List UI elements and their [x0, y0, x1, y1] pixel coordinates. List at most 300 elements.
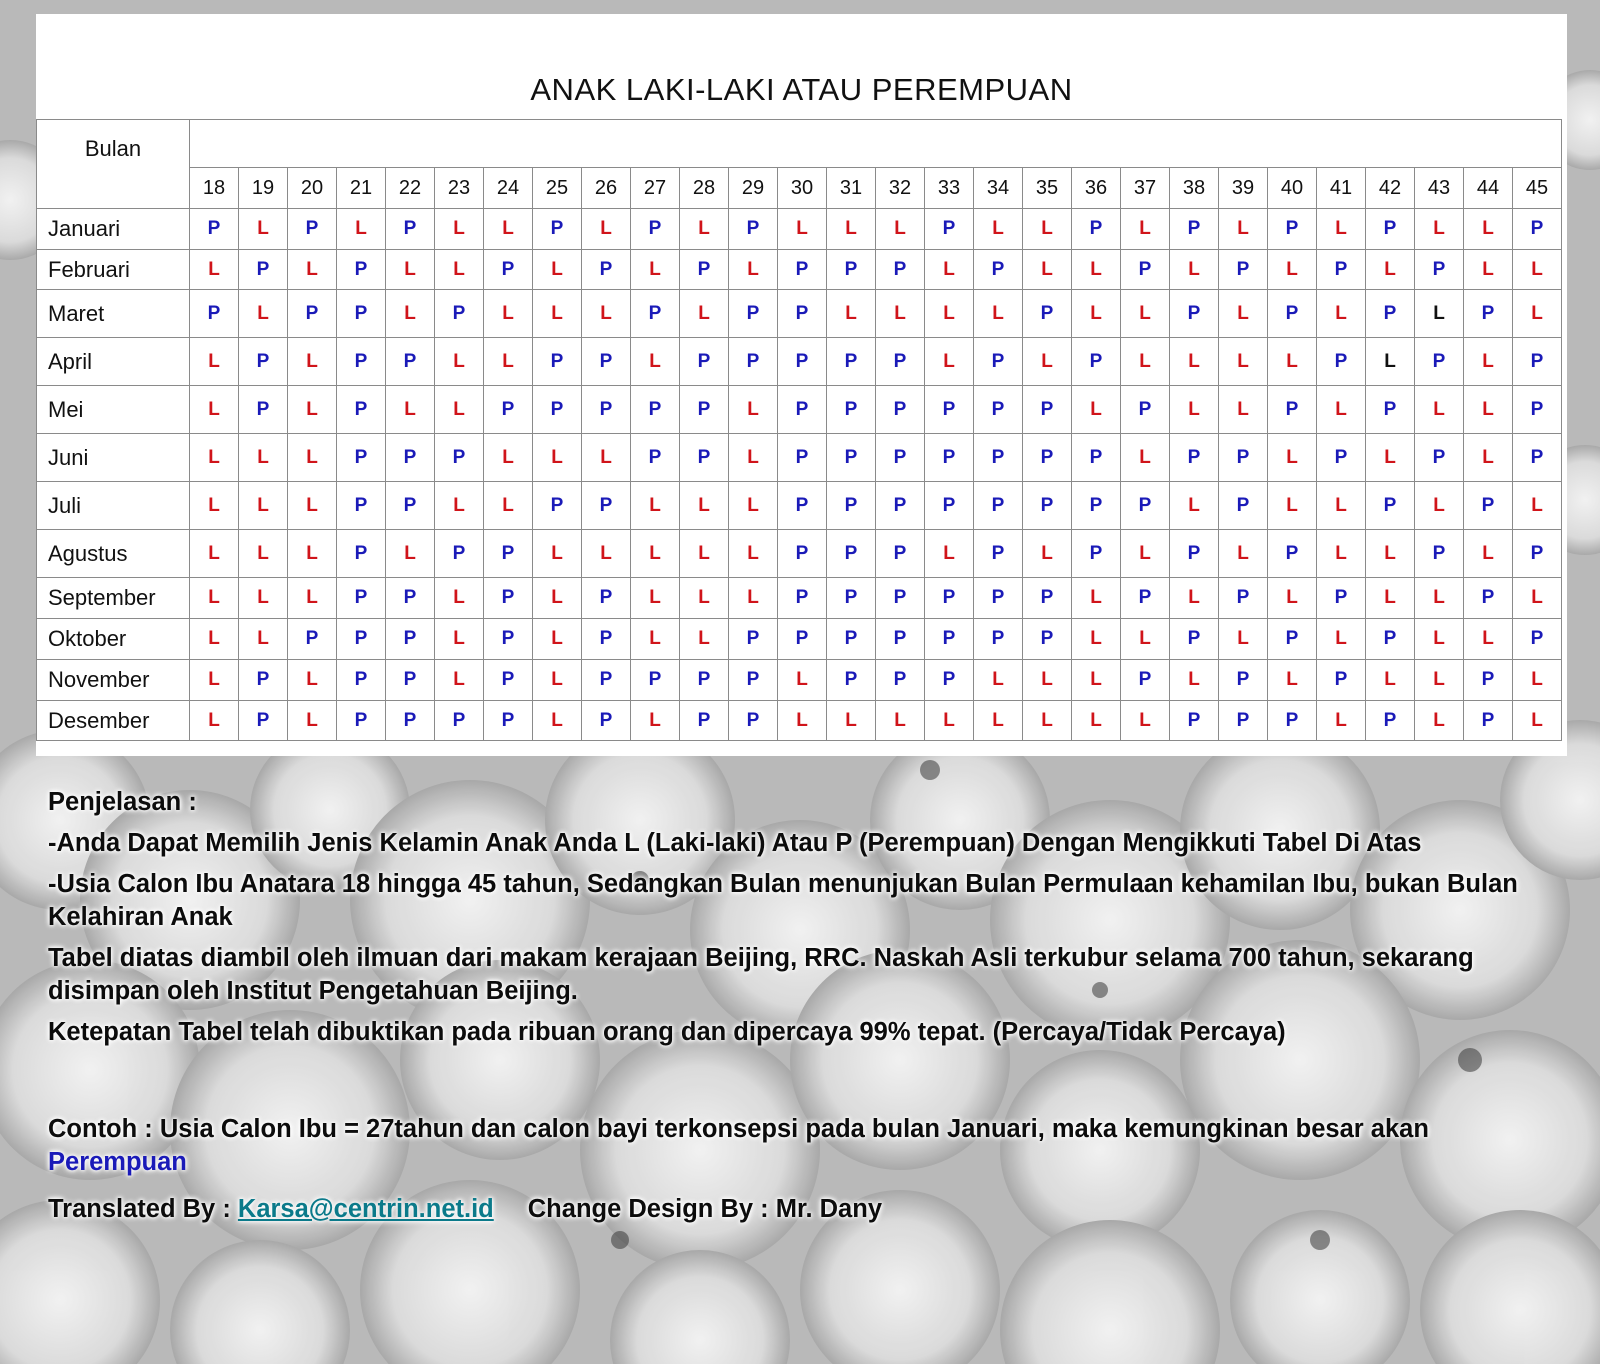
gender-cell: P	[484, 660, 533, 701]
gender-cell: L	[1415, 209, 1464, 250]
gender-cell: P	[1170, 434, 1219, 482]
gender-cell: P	[1121, 386, 1170, 434]
gender-cell: L	[631, 250, 680, 290]
gender-cell: L	[631, 482, 680, 530]
page-title: ANAK LAKI-LAKI ATAU PEREMPUAN	[530, 72, 1073, 107]
gender-cell: P	[827, 386, 876, 434]
age-header-30: 30	[778, 168, 827, 209]
gender-cell: L	[1072, 578, 1121, 619]
age-header-35: 35	[1023, 168, 1072, 209]
gender-cell: L	[1170, 482, 1219, 530]
gender-cell: P	[1415, 530, 1464, 578]
gender-cell: L	[582, 290, 631, 338]
gender-cell: L	[778, 209, 827, 250]
gender-cell: P	[729, 290, 778, 338]
gender-cell: P	[582, 482, 631, 530]
gender-cell: P	[1170, 701, 1219, 741]
gender-cell: P	[778, 530, 827, 578]
translator-email-link[interactable]: Karsa@centrin.net.id	[237, 1195, 494, 1223]
gender-cell: L	[1219, 386, 1268, 434]
gender-cell: P	[1513, 530, 1562, 578]
credits	[48, 1193, 1518, 1226]
gender-cell: L	[533, 434, 582, 482]
gender-cell: P	[1513, 434, 1562, 482]
age-header-43: 43	[1415, 168, 1464, 209]
gender-cell: L	[1317, 290, 1366, 338]
gender-cell: L	[239, 434, 288, 482]
gender-cell: L	[239, 209, 288, 250]
gender-cell: L	[239, 530, 288, 578]
age-header-20: 20	[288, 168, 337, 209]
gender-cell: L	[729, 530, 778, 578]
gender-cell: L	[1317, 482, 1366, 530]
explanation-section	[48, 786, 1518, 1234]
gender-cell: L	[288, 338, 337, 386]
gender-cell: P	[1366, 209, 1415, 250]
month-label: Oktober	[37, 619, 190, 660]
table-row	[37, 386, 1562, 434]
gender-cell: P	[484, 530, 533, 578]
gender-cell: P	[386, 434, 435, 482]
gender-cell: L	[386, 530, 435, 578]
gender-cell: P	[1464, 482, 1513, 530]
gender-cell: L	[1366, 578, 1415, 619]
gender-cell: L	[1121, 701, 1170, 741]
gender-cell: P	[1317, 250, 1366, 290]
age-header-27: 27	[631, 168, 680, 209]
age-header-39: 39	[1219, 168, 1268, 209]
gender-cell: P	[1268, 530, 1317, 578]
gender-cell: L	[1072, 701, 1121, 741]
gender-cell: P	[778, 338, 827, 386]
gender-cell: L	[1415, 386, 1464, 434]
gender-cell: P	[190, 209, 239, 250]
gender-cell: L	[1317, 209, 1366, 250]
gender-cell: P	[778, 434, 827, 482]
gender-cell: L	[1366, 660, 1415, 701]
gender-cell: L	[778, 660, 827, 701]
gender-cell: L	[1513, 290, 1562, 338]
gender-cell: P	[1170, 290, 1219, 338]
gender-cell: L	[1415, 482, 1464, 530]
gender-cell: L	[1268, 250, 1317, 290]
month-label: Agustus	[37, 530, 190, 578]
age-header-29: 29	[729, 168, 778, 209]
gender-cell: P	[827, 434, 876, 482]
gender-cell: L	[876, 701, 925, 741]
gender-cell: L	[1023, 209, 1072, 250]
gender-cell: P	[1121, 578, 1170, 619]
month-label: Maret	[37, 290, 190, 338]
gender-cell: L	[1121, 209, 1170, 250]
gender-cell: P	[827, 619, 876, 660]
gender-cell: L	[925, 290, 974, 338]
gender-cell: L	[1317, 530, 1366, 578]
gender-cell: P	[1023, 386, 1072, 434]
gender-cell: L	[1268, 660, 1317, 701]
gender-cell: L	[1219, 209, 1268, 250]
gender-cell: L	[680, 290, 729, 338]
gender-cell: L	[1170, 250, 1219, 290]
gender-cell: P	[1366, 290, 1415, 338]
gender-cell: P	[484, 619, 533, 660]
month-label: April	[37, 338, 190, 386]
table-row	[37, 530, 1562, 578]
gender-cell: P	[484, 386, 533, 434]
gender-cell: P	[337, 578, 386, 619]
age-header-25: 25	[533, 168, 582, 209]
gender-cell: L	[1415, 701, 1464, 741]
gender-cell: P	[925, 209, 974, 250]
gender-cell: L	[239, 482, 288, 530]
gender-cell: P	[386, 338, 435, 386]
month-header: Bulan	[37, 120, 190, 209]
gender-cell: L	[1023, 530, 1072, 578]
gender-cell: L	[680, 530, 729, 578]
gender-cell: L	[925, 250, 974, 290]
age-header-36: 36	[1072, 168, 1121, 209]
gender-cell: P	[729, 660, 778, 701]
gender-cell: L	[1513, 701, 1562, 741]
gender-cell: P	[1072, 482, 1121, 530]
gender-cell: P	[778, 482, 827, 530]
gender-cell: P	[582, 386, 631, 434]
gender-cell: P	[386, 701, 435, 741]
gender-cell: P	[435, 530, 484, 578]
gender-cell: L	[1219, 338, 1268, 386]
gender-cell: P	[729, 701, 778, 741]
gender-cell: P	[680, 701, 729, 741]
gender-cell: P	[288, 209, 337, 250]
gender-cell: P	[239, 338, 288, 386]
gender-cell: P	[239, 660, 288, 701]
gender-cell: P	[876, 482, 925, 530]
gender-cell: L	[533, 530, 582, 578]
table-row	[37, 250, 1562, 290]
gender-cell: L	[1317, 701, 1366, 741]
gender-cell: L	[876, 290, 925, 338]
gender-cell: P	[1415, 434, 1464, 482]
age-header-37: 37	[1121, 168, 1170, 209]
gender-cell: L	[1415, 578, 1464, 619]
gender-cell: L	[190, 530, 239, 578]
gender-cell: P	[582, 338, 631, 386]
gender-cell: P	[1366, 701, 1415, 741]
gender-cell: P	[778, 619, 827, 660]
gender-cell: P	[827, 338, 876, 386]
gender-cell: L	[974, 209, 1023, 250]
gender-cell: L	[680, 209, 729, 250]
age-header-45: 45	[1513, 168, 1562, 209]
gender-cell: L	[1513, 250, 1562, 290]
gender-cell: P	[337, 619, 386, 660]
gender-cell: L	[1023, 701, 1072, 741]
gender-cell: P	[337, 434, 386, 482]
gender-cell: L	[484, 434, 533, 482]
gender-cell: L	[1415, 660, 1464, 701]
gender-cell: L	[974, 290, 1023, 338]
gender-cell: P	[827, 660, 876, 701]
gender-cell: L	[435, 660, 484, 701]
gender-cell: P	[974, 386, 1023, 434]
table-row	[37, 434, 1562, 482]
gender-cell: P	[827, 482, 876, 530]
age-header-19: 19	[239, 168, 288, 209]
example-prefix: Contoh : Usia Calon Ibu = 27tahun dan calon bayi terkonsepsi pada bulan Januari, maka kemungkinan besar akan	[48, 1115, 1429, 1143]
gender-cell: P	[239, 386, 288, 434]
gender-cell: L	[925, 701, 974, 741]
gender-cell: P	[337, 250, 386, 290]
gender-cell: P	[1513, 386, 1562, 434]
gender-cell: L	[1121, 338, 1170, 386]
design-credit: Change Design By : Mr. Dany	[527, 1195, 883, 1223]
gender-cell: P	[1219, 578, 1268, 619]
gender-cell: P	[876, 619, 925, 660]
age-header-24: 24	[484, 168, 533, 209]
gender-cell: P	[1415, 338, 1464, 386]
gender-cell: P	[288, 290, 337, 338]
gender-cell: L	[190, 619, 239, 660]
gender-cell: P	[337, 530, 386, 578]
gender-cell: P	[1317, 578, 1366, 619]
table-row	[37, 482, 1562, 530]
gender-cell: L	[1268, 434, 1317, 482]
gender-cell: P	[190, 290, 239, 338]
gender-cell: P	[1268, 386, 1317, 434]
gender-cell: L	[631, 619, 680, 660]
gender-cell: P	[239, 250, 288, 290]
gender-cell: P	[680, 250, 729, 290]
explanation-heading: Penjelasan :	[48, 788, 197, 816]
gender-cell: L	[1072, 619, 1121, 660]
gender-cell: P	[680, 660, 729, 701]
table-row	[37, 619, 1562, 660]
gender-cell: P	[288, 619, 337, 660]
gender-cell: P	[827, 530, 876, 578]
gender-cell: P	[484, 250, 533, 290]
gender-cell: L	[631, 530, 680, 578]
gender-cell: P	[876, 250, 925, 290]
gender-cell: P	[1121, 250, 1170, 290]
age-header-22: 22	[386, 168, 435, 209]
gender-cell: P	[1072, 209, 1121, 250]
translated-label: Translated By :	[48, 1195, 231, 1223]
gender-cell: P	[778, 386, 827, 434]
gender-cell: L	[239, 290, 288, 338]
table-row	[37, 290, 1562, 338]
gender-cell: P	[337, 482, 386, 530]
gender-cell: L	[1415, 619, 1464, 660]
gender-cell: P	[778, 290, 827, 338]
gender-cell: P	[582, 701, 631, 741]
gender-cell: P	[1513, 619, 1562, 660]
gender-cell: L	[1268, 338, 1317, 386]
gender-cell: P	[337, 290, 386, 338]
gender-cell: L	[925, 530, 974, 578]
gender-cell: L	[1464, 250, 1513, 290]
age-header-31: 31	[827, 168, 876, 209]
gender-cell: P	[778, 250, 827, 290]
gender-cell: P	[631, 209, 680, 250]
gender-cell: P	[386, 482, 435, 530]
age-header-34: 34	[974, 168, 1023, 209]
gender-cell: L	[1121, 530, 1170, 578]
gender-cell: P	[1464, 701, 1513, 741]
gender-cell: P	[582, 619, 631, 660]
gender-cell: L	[729, 386, 778, 434]
gender-cell: L	[1170, 338, 1219, 386]
gender-cell: L	[631, 701, 680, 741]
gender-cell: L	[974, 660, 1023, 701]
gender-cell: L	[435, 209, 484, 250]
gender-cell: P	[1464, 578, 1513, 619]
gender-cell: L	[1072, 660, 1121, 701]
gender-cell: L	[1464, 619, 1513, 660]
gender-cell: L	[1072, 290, 1121, 338]
gender-cell: L	[533, 578, 582, 619]
example-text	[48, 1113, 1518, 1179]
gender-cell: L	[729, 482, 778, 530]
gender-cell: L	[729, 250, 778, 290]
gender-cell: P	[1219, 250, 1268, 290]
gender-cell: P	[1513, 338, 1562, 386]
gender-cell: L	[288, 386, 337, 434]
age-header-21: 21	[337, 168, 386, 209]
gender-cell: P	[876, 338, 925, 386]
gender-cell: L	[190, 660, 239, 701]
gender-cell: L	[190, 578, 239, 619]
gender-cell: L	[582, 530, 631, 578]
age-header-44: 44	[1464, 168, 1513, 209]
gender-cell: P	[1317, 338, 1366, 386]
gender-cell: P	[631, 660, 680, 701]
gender-cell: P	[1219, 701, 1268, 741]
gender-cell: P	[533, 482, 582, 530]
gender-cell: L	[1366, 530, 1415, 578]
gender-cell: P	[484, 701, 533, 741]
gender-cell: L	[288, 578, 337, 619]
gender-cell: L	[190, 434, 239, 482]
gender-cell: L	[729, 578, 778, 619]
gender-cell: P	[974, 619, 1023, 660]
gender-cell: L	[1268, 482, 1317, 530]
gender-cell: L	[435, 619, 484, 660]
table-row	[37, 209, 1562, 250]
gender-cell: P	[533, 209, 582, 250]
gender-cell: P	[974, 338, 1023, 386]
gender-cell: P	[386, 578, 435, 619]
table-row	[37, 701, 1562, 741]
gender-cell: P	[1023, 482, 1072, 530]
gender-cell: L	[925, 338, 974, 386]
table-row	[37, 338, 1562, 386]
gender-cell: P	[533, 338, 582, 386]
age-header-42: 42	[1366, 168, 1415, 209]
gender-cell: P	[1023, 619, 1072, 660]
explanation-point-1: -Anda Dapat Memilih Jenis Kelamin Anak Anda L (Laki-laki) Atau P (Perempuan) Dengan Mengikkuti Tabel Di Atas	[48, 829, 1422, 857]
gender-cell: L	[631, 338, 680, 386]
gender-cell: P	[680, 434, 729, 482]
gender-cell: P	[337, 701, 386, 741]
gender-cell: L	[239, 619, 288, 660]
gender-cell: P	[827, 578, 876, 619]
gender-cell: L	[288, 482, 337, 530]
gender-cell: P	[1219, 660, 1268, 701]
gender-cell: L	[680, 619, 729, 660]
month-label: November	[37, 660, 190, 701]
gender-cell: P	[1317, 434, 1366, 482]
gender-cell: L	[1219, 530, 1268, 578]
gender-cell: L	[680, 482, 729, 530]
gender-cell: L	[288, 701, 337, 741]
gender-cell: P	[484, 578, 533, 619]
gender-cell: L	[533, 660, 582, 701]
explanation-point-4: Ketepatan Tabel telah dibuktikan pada ribuan orang dan dipercaya 99% tepat. (Percaya/Tidak Percaya)	[48, 1018, 1286, 1046]
table-row	[37, 578, 1562, 619]
gender-cell: P	[631, 290, 680, 338]
gender-cell: P	[925, 619, 974, 660]
gender-cell: P	[1317, 660, 1366, 701]
gender-cell: P	[1366, 482, 1415, 530]
gender-cell: P	[1023, 434, 1072, 482]
gender-cell: P	[729, 209, 778, 250]
gender-cell: P	[925, 434, 974, 482]
age-header-33: 33	[925, 168, 974, 209]
gender-cell: L	[484, 482, 533, 530]
gender-cell: P	[974, 482, 1023, 530]
gender-cell: P	[1121, 482, 1170, 530]
age-header-41: 41	[1317, 168, 1366, 209]
gender-cell: L	[190, 701, 239, 741]
gender-cell: L	[1464, 434, 1513, 482]
gender-cell: L	[1170, 660, 1219, 701]
month-label: Februari	[37, 250, 190, 290]
gender-cell: P	[925, 386, 974, 434]
gender-cell: P	[1121, 660, 1170, 701]
gender-cell: P	[876, 578, 925, 619]
gender-cell: L	[827, 701, 876, 741]
gender-cell: L	[533, 290, 582, 338]
gender-cell: P	[925, 578, 974, 619]
month-label: Januari	[37, 209, 190, 250]
table-row	[37, 660, 1562, 701]
gender-cell: P	[631, 434, 680, 482]
gender-cell: L	[1317, 619, 1366, 660]
gender-cell: P	[1023, 290, 1072, 338]
gender-cell: L	[288, 530, 337, 578]
gender-cell: P	[239, 701, 288, 741]
gender-cell: L	[533, 250, 582, 290]
gender-cell: L	[1268, 578, 1317, 619]
gender-cell: L	[1072, 386, 1121, 434]
gender-cell: L	[1366, 250, 1415, 290]
gender-cell: L	[1513, 578, 1562, 619]
gender-cell: L	[288, 660, 337, 701]
gender-cell: L	[1121, 434, 1170, 482]
gender-cell: L	[827, 290, 876, 338]
gender-cell: L	[435, 386, 484, 434]
gender-cell: L	[680, 578, 729, 619]
gender-cell: P	[974, 530, 1023, 578]
gender-cell: L	[1023, 660, 1072, 701]
gender-cell: P	[1072, 530, 1121, 578]
explanation-point-3: Tabel diatas diambil oleh ilmuan dari makam kerajaan Beijing, RRC. Naskah Asli terkubur selama 700 tahun, sekarang disimpan oleh Institut Pengetahuan Beijing.	[48, 944, 1474, 1005]
example-result: Perempuan	[48, 1148, 187, 1176]
gender-cell: L	[1023, 338, 1072, 386]
gender-cell: P	[1513, 209, 1562, 250]
gender-cell: P	[533, 386, 582, 434]
explanation-point-2: -Usia Calon Ibu Anatara 18 hingga 45 tahun, Sedangkan Bulan menunjukan Bulan Permulaan kehamilan Ibu, bukan Bulan Kelahiran Anak	[48, 870, 1518, 931]
